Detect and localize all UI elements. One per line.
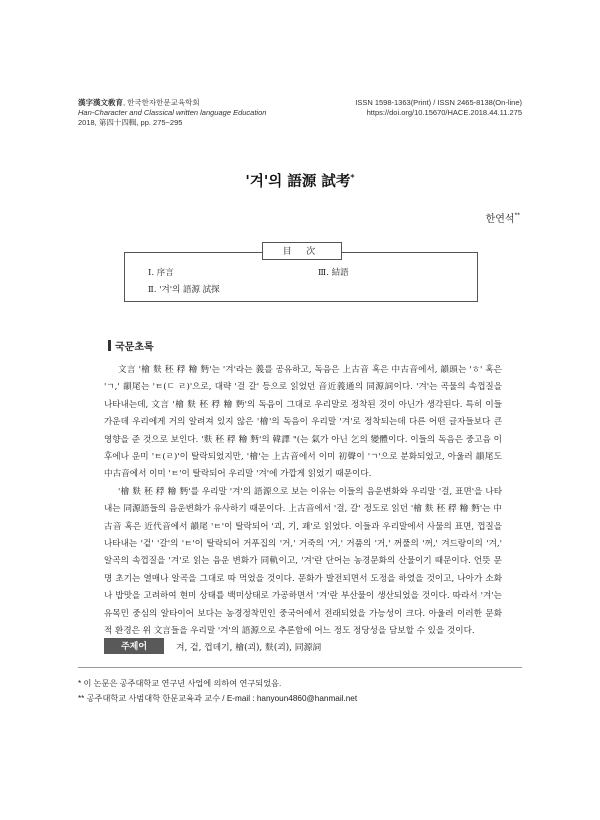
abstract-paragraph: '檜 麩 秠 稃 糩 麪'를 우리말 '겨'의 語源으로 보는 이유는 이들의 음운변화와 우리말 '걸, 표면'을 나타내는 同源語들의 음운변화가 유사하기 때문이다. 上古音에서 '걸, 갈' 정도로 읽던 '檜 麩 秠 稃 糩 麪'는 中古音 혹은 近代音에서 韻尾 'ㅌ'이 탈락되어 '괴, 기, 괘'로 읽었다. 이들과 우리말에서 사물의 표면, 껍질을 나타내는 '겉' '갈'의 'ㅌ'이 탈락되어 거푸집의 '거,' 거죽의 '거,' 거품의 '거,' 꺼풀의 '꺼,' 겨드랑이의 '겨,' 알곡의 속껍질을 '겨'로 읽는 음운 변화가 同軌이고, '겨'란 단어는 농경문화의 산물이기 때문이다. 언뜻 문명 초기는 열매나 알곡을 그대로 따 먹었을 것이다. 문화가 발전되면서 도정을 하였을 것이고, 나아가 소화나 밥맛을 고려하여 현미 상태를 백미상태로 가공하면서 '겨'란 부산물이 생산되었을 것이다. 따라서 '겨'는 유목민 중심의 알타이어 보다는 농경정착민인 중국어에서 전래되었을 가능성이 크다. 아울러 이러한 문화적 환경은 위 文言들을 우리말 '겨'의 語源으로 추론함에 어느 정도 정당성을 담보할 수 있을 것이다. bbox=[104, 486, 502, 637]
footnote-funding: * 이 논문은 공주대학교 연구년 사업에 의하여 연구되었음. bbox=[78, 679, 282, 688]
toc-title: 目 次 bbox=[262, 242, 342, 260]
publication-identifiers bbox=[355, 98, 522, 118]
author-footnote-mark: ** bbox=[514, 212, 520, 220]
title-footnote-mark: * bbox=[350, 172, 355, 183]
doi-link[interactable]: https://doi.org/10.15670/HACE.2018.44.11.275 bbox=[366, 108, 522, 117]
keywords-label: 주제어 bbox=[104, 638, 164, 654]
keywords-text: 겨, 겉, 껍데기, 檜(괴), 麩(괴), 同源詞 bbox=[176, 642, 322, 653]
journal-english-name: Han-Character and Classical written language Education bbox=[78, 108, 267, 117]
toc-item: Ⅰ. 序言 bbox=[148, 268, 174, 278]
toc-item: Ⅱ. '겨'의 語源 試探 bbox=[148, 285, 220, 295]
footnote-author: ** 공주대학교 사범대학 한문교육과 교수 / E-mail : hanyoun4860@hanmail.net bbox=[78, 694, 358, 703]
abstract-body bbox=[104, 362, 502, 641]
journal-name: 漢字漢文敎育 bbox=[78, 98, 123, 107]
journal-header: 漢字漢文敎育, 한국한자한문교육학회 Han-Character and Classical written language Education 2018, 第四十四輯, pp. 275~295 bbox=[78, 98, 267, 127]
journal-society: 한국한자한문교육학회 bbox=[127, 98, 200, 107]
author-name: 한연석** bbox=[485, 212, 520, 225]
toc-item: Ⅲ. 結語 bbox=[318, 268, 349, 278]
abstract-paragraph: 文言 '檜 麩 秠 稃 糩 麪'는 '겨'라는 義를 공유하고, 독음은 上古音 혹은 中古音에서, 韻頭는 'ㅎ' 혹은 'ㄱ,' 韻尾는 'ㅌ(ㄷ ㄹ)'으로, 대략 '걸 갈' 등으로 읽었던 音近義通의 同源詞이다. '겨'는 곡물의 속껍질을 나타내는데, 文言 '檜 麩 秠 稃 糩 麪'의 독음이 그대로 우리말로 정착된 것이 아닌가 생각된다. 특히 이들 가운데 우리에게 거의 알려져 있지 않은 '檜'의 독음이 우리말 '겨'로 정착되는데 다른 어떤 글자들보다 큰 영향을 준 것으로 보인다. '麩 秠 稃 糩 麪'의 韓譯 "(는 氣가 아닌 乞의 變體이다. 이들의 독음은 중고음 이후에나 운미 'ㅌ(ㄹ)'이 탈락되었지만, '檜'는 上古音에서 이미 初聲이 'ㄱ'으로 분화되었고, 아울러 韻尾도 中古音에서 이미 'ㅌ'이 탈락되어 우리말 '겨'에 가깝게 읽었기 때문이다. bbox=[104, 365, 502, 480]
keywords bbox=[104, 636, 502, 656]
paper-title: '겨'의 語源 試考* bbox=[245, 172, 355, 190]
issn: ISSN 1598-1363(Print) / ISSN 2465-8138(On-line) bbox=[355, 98, 522, 107]
volume-info: 2018, 第四十四輯, pp. 275~295 bbox=[78, 118, 183, 127]
abstract-heading: 국문초록 bbox=[108, 338, 154, 353]
heading-bar-icon bbox=[108, 340, 111, 351]
footnote-divider bbox=[78, 667, 522, 668]
